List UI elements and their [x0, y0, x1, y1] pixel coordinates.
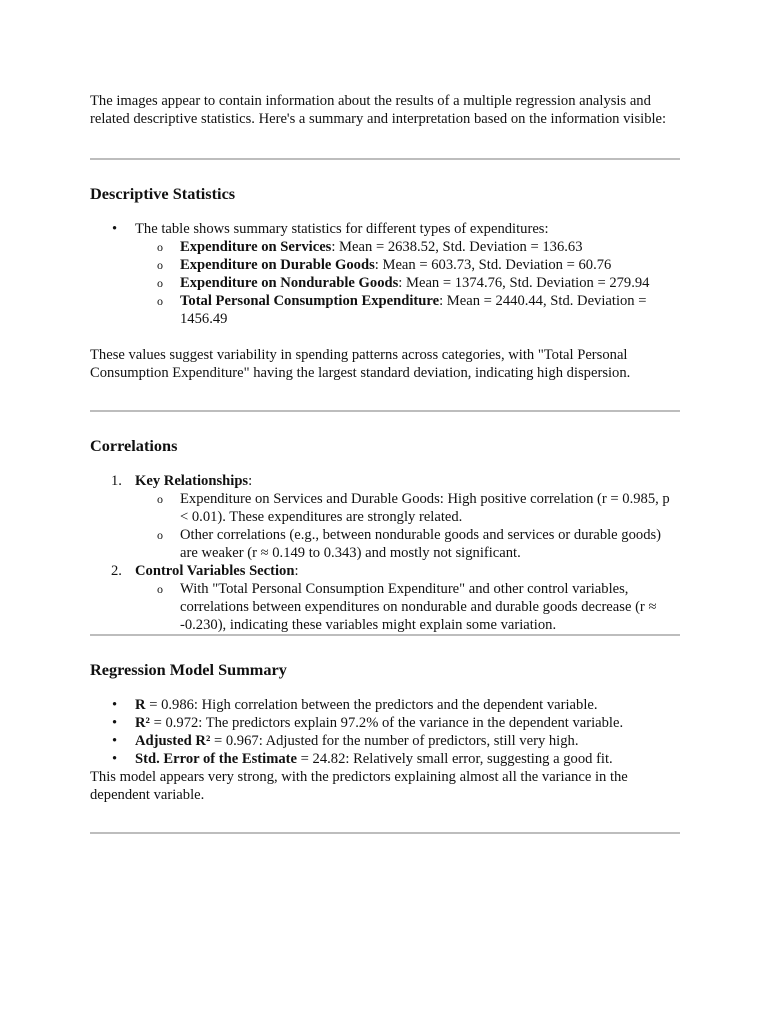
- descriptive-statistics-heading: Descriptive Statistics: [90, 184, 236, 203]
- item-text: :: [248, 473, 253, 489]
- list-item: [90, 220, 680, 328]
- item-label: Std. Error of the Estimate: [135, 751, 297, 767]
- descriptive-statistics-section: [90, 160, 680, 382]
- correlations-numbered-list: [90, 472, 680, 634]
- list-item: [135, 274, 680, 292]
- item-label: Expenditure on Nondurable Goods: [180, 275, 399, 291]
- list-number: 2.: [111, 563, 122, 579]
- correlations-section: [90, 412, 680, 634]
- item-label: R: [135, 697, 146, 713]
- regression-summary-section: [90, 636, 680, 804]
- list-item: [90, 696, 680, 714]
- regression-summary-paragraph: This model appears very strong, with the predictors explaining almost all the variance in the dependent variable.: [90, 769, 628, 803]
- item-text: = 0.972: The predictors explain 97.2% of the variance in the dependent variable.: [149, 715, 624, 731]
- list-item: [135, 256, 680, 274]
- list-item: [90, 472, 680, 562]
- correlations-heading: Correlations: [90, 436, 178, 455]
- list-item: [135, 292, 680, 328]
- item-text: : Mean = 1374.76, Std. Deviation = 279.94: [398, 275, 650, 291]
- item-text: : Mean = 603.73, Std. Deviation = 60.76: [374, 257, 612, 273]
- list-item: [90, 562, 680, 634]
- item-text: : Mean = 2638.52, Std. Deviation = 136.63: [331, 239, 583, 255]
- list-item: o With "Total Personal Consumption Expenditure" and other control variables, correlations between expenditures on nondurable and durable goods decrease (r ≈ -0.230), indicating these variables might explain some variation.: [135, 580, 680, 634]
- section-divider: [90, 832, 680, 834]
- item-text: = 24.82: Relatively small error, suggesting a good fit.: [297, 751, 613, 767]
- regression-summary-heading: Regression Model Summary: [90, 660, 287, 679]
- list-item: [90, 732, 680, 750]
- correlations-sublist: [135, 490, 680, 562]
- intro-paragraph: The images appear to contain information about the results of a multiple regression analysis and related descriptive statistics. Here's a summary and interpretation based on the information visible:: [90, 93, 667, 127]
- descriptive-sublist: [135, 238, 680, 328]
- list-number: 1.: [111, 473, 122, 489]
- descriptive-summary-paragraph: These values suggest variability in spending patterns across categories, with "Total Personal Consumption Expenditure" having the largest standard deviation, indicating high dispersion.: [90, 347, 631, 381]
- list-item: [90, 714, 680, 732]
- list-item: [90, 750, 680, 768]
- item-label: Adjusted R²: [135, 733, 211, 749]
- item-label: Control Variables Section: [135, 563, 295, 579]
- item-label: Expenditure on Services: [180, 239, 332, 255]
- item-label: Expenditure on Durable Goods: [180, 257, 375, 273]
- list-item: o Other correlations (e.g., between nondurable goods and services or durable goods) are weaker (r ≈ 0.149 to 0.343) and mostly not significant.: [135, 526, 680, 562]
- item-text: = 0.967: Adjusted for the number of predictors, still very high.: [210, 733, 579, 749]
- item-text: :: [294, 563, 299, 579]
- regression-bullet-list: [90, 696, 680, 768]
- document-body: [90, 92, 680, 834]
- item-text: : Mean = 2440.44, Std. Deviation = 1456.49: [180, 293, 647, 327]
- correlations-sublist: [135, 580, 680, 634]
- item-text: = 0.986: High correlation between the predictors and the dependent variable.: [145, 697, 598, 713]
- list-item: o Expenditure on Services and Durable Goods: High positive correlation (r = 0.985, p < 0.01). These expenditures are strongly related.: [135, 490, 680, 526]
- item-label: Key Relationships: [135, 473, 249, 489]
- list-item: [135, 238, 680, 256]
- descriptive-bullet-list: [90, 220, 680, 328]
- descriptive-bullet-text: The table shows summary statistics for different types of expenditures:: [135, 221, 549, 237]
- item-label: Total Personal Consumption Expenditure: [180, 293, 440, 309]
- item-label: R²: [135, 715, 150, 731]
